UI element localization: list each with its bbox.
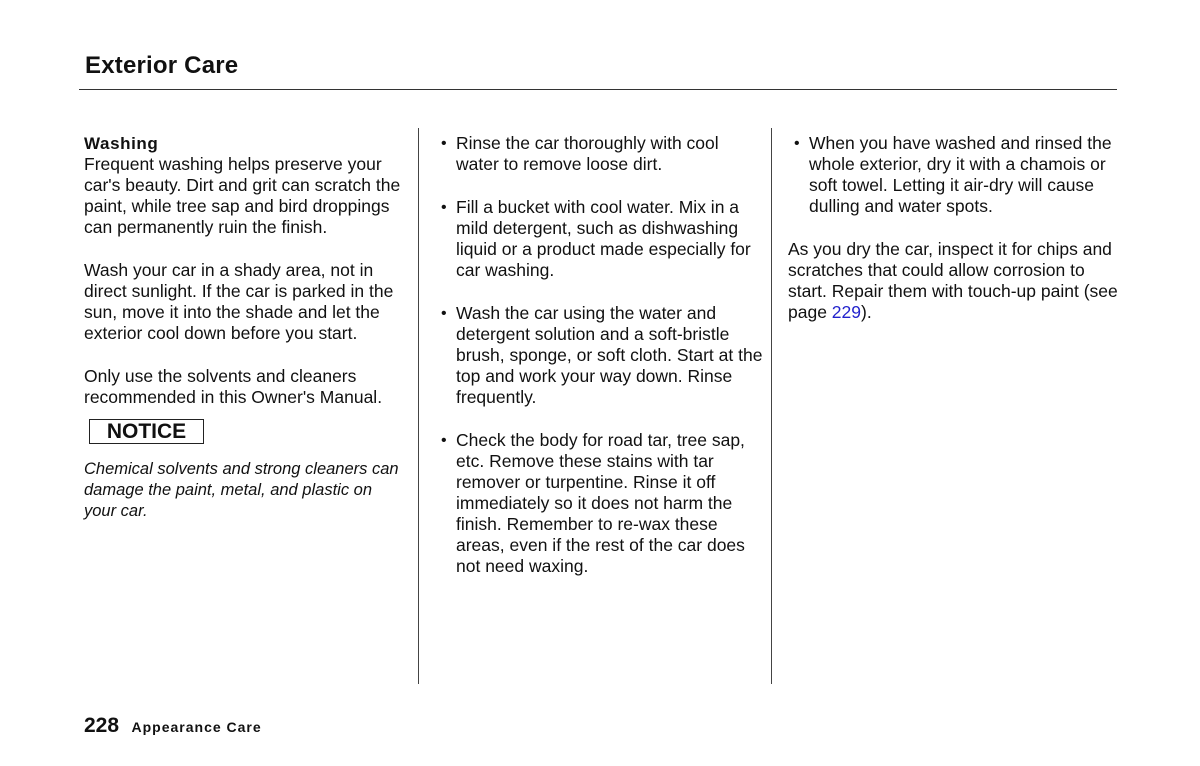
- section-heading: Washing: [84, 134, 159, 153]
- paragraph-text: As you dry the car, inspect it for chips and scratches that could allow corrosion to start. Repair them with touch-up paint (see page: [788, 239, 1118, 322]
- page-reference-link[interactable]: 229: [831, 302, 861, 322]
- paragraph: Frequent washing helps preserve your car's beauty. Dirt and grit can scratch the paint, while tree sap and bird droppings can permanently ruin the finish.: [84, 154, 401, 237]
- page-title: Exterior Care: [85, 52, 239, 79]
- column-divider: [418, 128, 419, 684]
- page-footer: [84, 714, 262, 738]
- page-number: 228: [84, 714, 120, 737]
- list-item-text: Fill a bucket with cool water. Mix in a mild detergent, such as dishwashing liquid or a product made especially for car washing.: [456, 197, 751, 280]
- column-middle: [441, 133, 763, 599]
- list-item: [441, 133, 763, 175]
- list-item: [794, 133, 1118, 217]
- list-item: [441, 303, 763, 408]
- column-left: [84, 133, 408, 522]
- list-item: [441, 197, 763, 281]
- bullet-icon: •: [794, 135, 800, 152]
- bullet-icon: •: [441, 432, 447, 449]
- list-item-text: Rinse the car thoroughly with cool water to remove loose dirt.: [456, 133, 719, 174]
- paragraph: [788, 239, 1118, 323]
- bullet-icon: •: [441, 135, 447, 152]
- paragraph: Wash your car in a shady area, not in direct sunlight. If the car is parked in the sun, move it into the shade and let the exterior cool down before you start.: [84, 260, 394, 343]
- column-divider: [771, 128, 772, 684]
- list-item-text: When you have washed and rinsed the whole exterior, dry it with a chamois or soft towel. Letting it air-dry will cause dulling and water spots.: [809, 133, 1112, 216]
- paragraph: Only use the solvents and cleaners recommended in this Owner's Manual.: [84, 366, 383, 407]
- footer-section-name: Appearance Care: [131, 719, 262, 735]
- paragraph-text: ).: [861, 302, 872, 322]
- bullet-icon: •: [441, 305, 447, 322]
- title-divider: [79, 89, 1117, 90]
- bullet-icon: •: [441, 199, 447, 216]
- list-item: [441, 430, 763, 577]
- bullet-list: [441, 133, 763, 577]
- list-item-text: Check the body for road tar, tree sap, etc. Remove these stains with tar remover or turpentine. Rinse it off immediately so it does not harm the finish. Remember to re-wax these areas, even if the rest of the car does not need waxing.: [456, 430, 745, 576]
- notice-label: NOTICE: [89, 419, 204, 444]
- bullet-list: [788, 133, 1118, 217]
- column-right: [788, 133, 1118, 345]
- notice-text: Chemical solvents and strong cleaners can damage the paint, metal, and plastic on your car.: [84, 460, 399, 520]
- list-item-text: Wash the car using the water and detergent solution and a soft-bristle brush, sponge, or soft cloth. Start at the top and work your way down. Rinse frequently.: [456, 303, 763, 407]
